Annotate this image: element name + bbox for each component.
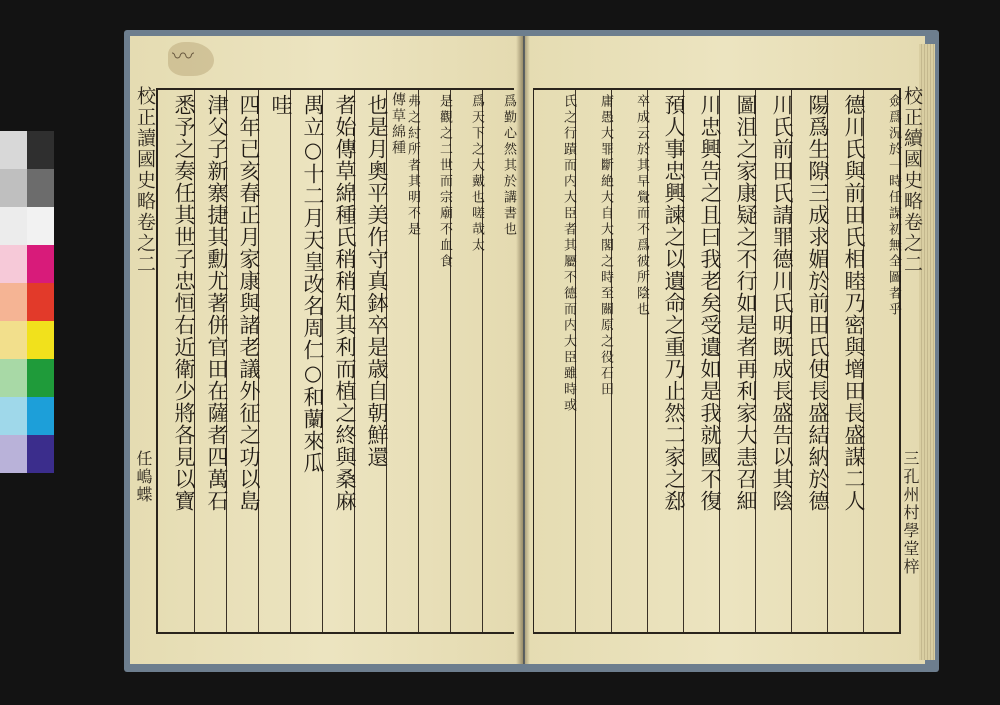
calibration-swatch <box>0 207 27 245</box>
calibration-swatch <box>0 245 27 283</box>
calibration-swatch <box>27 207 54 245</box>
header-note: 傳草綿種 <box>390 92 406 156</box>
column-text: 圖沮之家康疑之不行如是者再利家大恚召細 <box>734 94 758 512</box>
left-text-frame <box>156 88 514 634</box>
column-text: 庸愚大罪斷絶大自大閣之時至關原之役石田 <box>598 94 613 398</box>
column-text: 是觀之二世而宗廟不血食 <box>437 94 452 270</box>
text-column <box>719 90 756 632</box>
column-text: 川忠興告之且曰我老矣受遺如是我就國不復 <box>698 94 722 512</box>
right-header-band <box>533 42 898 88</box>
column-text: 爲勤心然其於講書也 <box>501 94 516 238</box>
column-text: 陽爲生隙三成求媚於前田氏使長盛結納於德 <box>806 94 830 512</box>
column-text: 爲天下之大戴也嗟哉太 <box>469 94 484 254</box>
calibration-swatch <box>0 397 27 435</box>
column-text: 德川氏與前田氏相睦乃密與增田長盛謀二人 <box>842 94 866 512</box>
column-text: 津父子新寨捷其勳尤著併官田在薩者四萬石 <box>205 94 229 512</box>
text-column <box>418 90 451 632</box>
calibration-swatch <box>27 435 54 473</box>
calibration-swatch <box>27 169 54 207</box>
text-column <box>354 90 387 632</box>
column-text: 悉予之奏任其世子忠恒右近衛少將各見以寶 <box>172 94 196 512</box>
calibration-swatch <box>27 359 54 397</box>
color-calibration-chart <box>0 131 54 476</box>
calibration-swatch <box>27 283 54 321</box>
column-text: 氏之行蹟而内大臣者其屬不德而内大臣雖時或 <box>561 94 576 414</box>
column-text: 哇 <box>269 94 293 116</box>
text-column <box>611 90 648 632</box>
text-column <box>863 90 900 632</box>
calibration-swatch <box>27 321 54 359</box>
right-margin-title: 校正續國史略卷之二 <box>901 86 923 275</box>
text-column <box>755 90 792 632</box>
column-text: 僉爲況於一時任謀初無全圖者乎 <box>886 94 901 318</box>
calibration-swatch <box>0 283 27 321</box>
left-margin-title: 校正讀國史略卷之二 <box>134 86 156 275</box>
column-text: 四年已亥春正月家康與諸老議外征之功以島 <box>237 94 261 512</box>
text-column <box>450 90 483 632</box>
text-column <box>194 90 227 632</box>
text-column <box>482 90 515 632</box>
text-column <box>575 90 612 632</box>
column-text: 預人事忠興諫之以遺命之重乃止然二家之郄 <box>662 94 686 512</box>
text-column <box>791 90 828 632</box>
column-text: 者始傳草綿種氏稍稍知其利而植之終與桑麻 <box>333 94 357 512</box>
right-margin-bottom: 三孔州村學堂梓 <box>901 450 920 576</box>
calibration-swatch <box>0 359 27 397</box>
text-column <box>290 90 323 632</box>
column-text: 卒成云於其早覺而不爲彼所陰也 <box>634 94 649 318</box>
text-column <box>226 90 259 632</box>
right-text-frame <box>533 88 901 634</box>
calibration-swatch <box>0 131 27 169</box>
column-text: 禺立○十二月天皇改名周仁○和蘭來瓜 <box>301 94 325 474</box>
text-column <box>683 90 720 632</box>
calibration-swatch <box>27 397 54 435</box>
text-column <box>258 90 291 632</box>
column-text: 川氏前田氏請罪德川氏明既成長盛告以其陰 <box>770 94 794 512</box>
calibration-swatch <box>27 131 54 169</box>
text-column <box>386 90 419 632</box>
text-column <box>162 90 194 632</box>
text-column <box>647 90 684 632</box>
text-column <box>322 90 355 632</box>
column-text: 也是月奧平美作守真鉢卒是歳自朝鮮還 <box>365 94 389 468</box>
left-header-band <box>156 42 512 156</box>
calibration-swatch <box>0 169 27 207</box>
worm-hole-icon: 〰 <box>172 45 195 70</box>
left-margin-bottom: 任嶋蝶 <box>134 450 153 504</box>
calibration-swatch <box>0 435 27 473</box>
book-gutter <box>516 36 530 664</box>
text-column <box>827 90 864 632</box>
text-column <box>539 90 575 632</box>
open-book <box>124 30 939 672</box>
calibration-swatch <box>0 321 27 359</box>
column-text: 弗之紂所者其明不是 <box>405 94 420 238</box>
calibration-swatch <box>27 245 54 283</box>
